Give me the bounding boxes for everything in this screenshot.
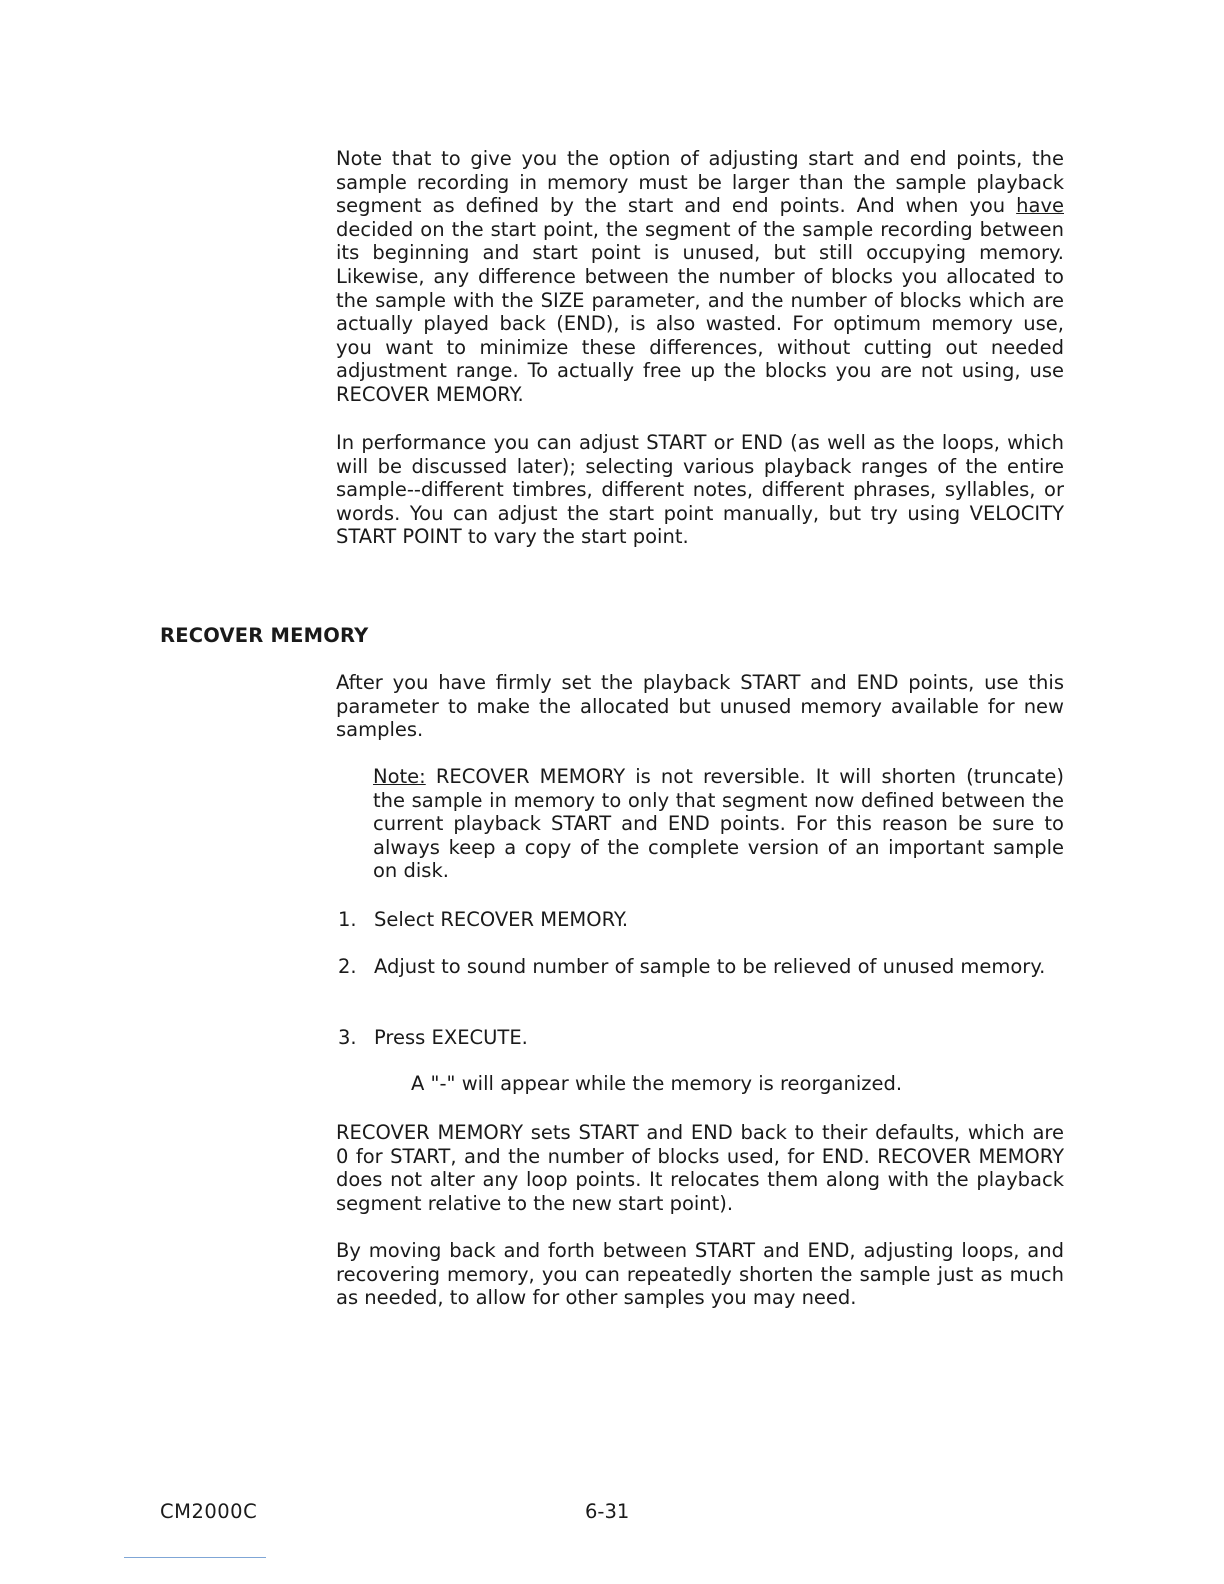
intro-text-b: decided on the start point, the segment of the sample recording between its beginning and start point is unused, but still occupying memory. Likewise, any difference between the number of blocks you allocated to the sample with the SIZE parameter, and the number of blocks which are actually played back (END), is also wasted. For optimum memory use, you want to minimize these differences, without cutting out needed adjustment range. To actually free up the blocks you are not using, use RECOVER MEMORY. (336, 217, 1064, 406)
recover-note (373, 765, 1064, 883)
recover-intro-paragraph: After you have firmly set the playback START and END points, use this parameter to make the allocated but unused memory available for new samples. (336, 671, 1064, 742)
step-text: Adjust to sound number of sample to be relieved of unused memory. (374, 955, 1046, 978)
intro-paragraph-performance: In performance you can adjust START or END (as well as the loops, which will be discussed later); selecting various playback ranges of the entire sample--different timbres, different notes, different phrases, syllables, or words. You can adjust the start point manually, but try using VELOCITY START POINT to vary the start point. (336, 431, 1064, 549)
section-heading-recover-memory: RECOVER MEMORY (160, 624, 369, 647)
reorganize-indicator-note: A "-" will appear while the memory is reorganized. (411, 1072, 903, 1095)
footer-rule (124, 1557, 266, 1558)
recover-defaults-paragraph: RECOVER MEMORY sets START and END back to their defaults, which are 0 for START, and the number of blocks used, for END. RECOVER MEMORY does not alter any loop points. It relocates them along with the playback segment relative to the new start point). (336, 1121, 1064, 1215)
note-text: RECOVER MEMORY is not reversible. It will shorten (truncate) the sample in memory to only that segment now defined between the current playback START and END points. For this reason be sure to always keep a copy of the complete version of an important sample on disk. (373, 765, 1064, 883)
step-text: Select RECOVER MEMORY. (374, 908, 629, 931)
footer-document-id: CM2000C (160, 1500, 258, 1523)
step-number: 3. (338, 1026, 357, 1049)
underlined-have: have (1016, 194, 1064, 218)
step-text: Press EXECUTE. (374, 1026, 528, 1049)
intro-paragraph-start-end (336, 147, 1064, 407)
step-number: 2. (338, 955, 357, 978)
recover-summary-paragraph: By moving back and forth between START and END, adjusting loops, and recovering memory, you can repeatedly shorten the sample just as much as needed, to allow for other samples you may need. (336, 1239, 1064, 1310)
footer-page-number: 6-31 (585, 1500, 630, 1523)
note-label: Note: (373, 765, 426, 788)
intro-text-a: Note that to give you the option of adjusting start and end points, the sample recording in memory must be larger than the sample playback segment as defined by the start and end points. And when you (336, 147, 1064, 218)
step-number: 1. (338, 908, 357, 931)
